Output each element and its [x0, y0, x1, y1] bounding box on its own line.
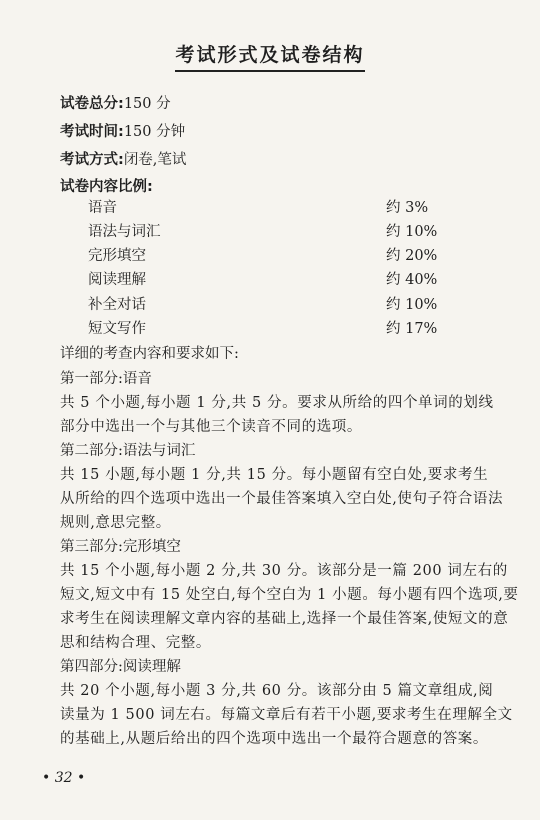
page-title: 考试形式及试卷结构: [0, 40, 540, 67]
paragraph-line: 的基础上,从题后给出的四个选项中选出一个最符合题意的答案。: [60, 731, 489, 747]
ratio-value: 约 20%: [386, 248, 438, 264]
section-heading: 第一部分:语音: [60, 371, 152, 387]
ratio-name: 阅读理解: [88, 272, 146, 288]
ratio-value: 约 17%: [386, 321, 438, 337]
paragraph-line: 共 15 小题,每小题 1 分,共 15 分。每小题留有空白处,要求考生: [60, 467, 489, 483]
paragraph-line: 思和结构合理、完整。: [60, 635, 211, 651]
ratio-name: 语法与词汇: [88, 224, 161, 240]
ratio-value: 约 10%: [386, 297, 438, 313]
ratio-value: 约 40%: [386, 272, 438, 288]
section-heading: 第四部分:阅读理解: [60, 659, 181, 675]
meta-exam-mode: 考试方式:闭卷,笔试: [60, 152, 187, 168]
paragraph-line: 求考生在阅读理解文章内容的基础上,选择一个最佳答案,使短文的意: [60, 611, 509, 627]
details-intro: 详细的考查内容和要求如下:: [60, 346, 239, 362]
page-number: • 32 •: [42, 770, 86, 786]
ratio-name: 补全对话: [88, 297, 146, 313]
meta-total-score: 试卷总分:150 分: [60, 96, 171, 112]
paragraph-line: 共 15 个小题,每小题 2 分,共 30 分。该部分是一篇 200 词左右的: [60, 563, 508, 579]
meta-exam-time: 考试时间:150 分钟: [60, 124, 186, 140]
ratio-name: 短文写作: [88, 321, 146, 337]
paragraph-line: 部分中选出一个与其他三个读音不同的选项。: [60, 419, 362, 435]
ratio-value: 约 3%: [386, 200, 429, 216]
ratio-name: 语音: [88, 200, 117, 216]
paragraph-line: 共 20 个小题,每小题 3 分,共 60 分。该部分由 5 篇文章组成,阅: [60, 683, 494, 699]
paragraph-line: 规则,意思完整。: [60, 515, 171, 531]
ratio-value: 约 10%: [386, 224, 438, 240]
meta-content-ratio: 试卷内容比例:: [60, 179, 153, 195]
paragraph-line: 短文,短文中有 15 处空白,每个空白为 1 小题。每小题有四个选项,要: [60, 587, 519, 603]
ratio-name: 完形填空: [88, 248, 146, 264]
section-heading: 第三部分:完形填空: [60, 539, 181, 555]
paragraph-line: 读量为 1 500 词左右。每篇文章后有若干小题,要求考生在理解全文: [60, 707, 513, 723]
paragraph-line: 从所给的四个选项中选出一个最佳答案填入空白处,使句子符合语法: [60, 491, 504, 507]
paragraph-line: 共 5 个小题,每小题 1 分,共 5 分。要求从所给的四个单词的划线: [60, 395, 494, 411]
section-heading: 第二部分:语法与词汇: [60, 443, 196, 459]
